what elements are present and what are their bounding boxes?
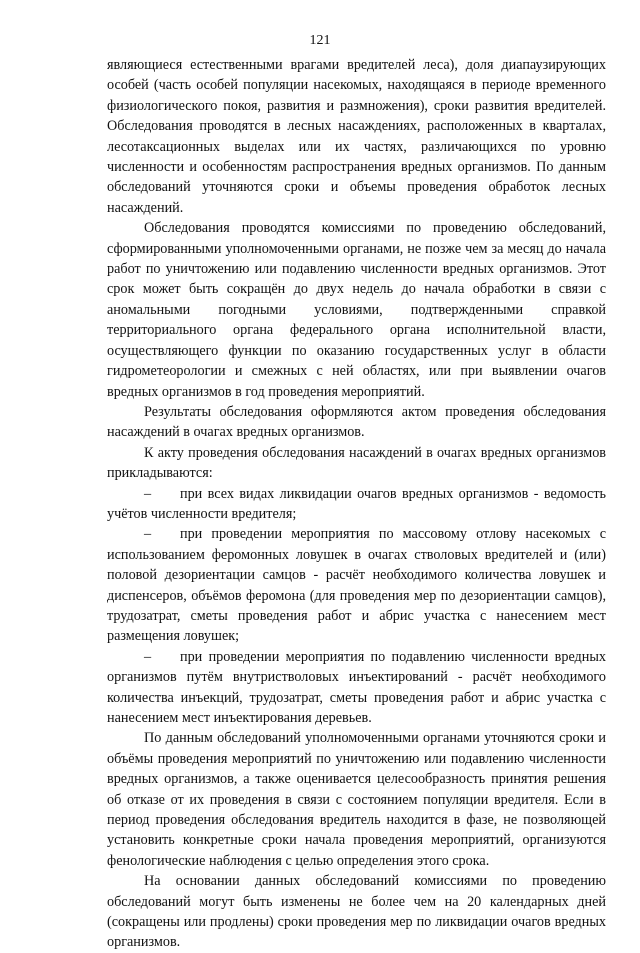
list-item-text: при проведении мероприятия по массовому отлову насекомых с использованием феромонных ловушек в очагах стволовых вредителей и (или) половой дезориентации самцов - расчёт необходимого количества ловушек и диспенсеров, объёмов феромона (для проведения мер по дезориентации самцов), трудозатрат, сметы проведения работ и абрис участка с нанесением мест размещения ловушек; [107,526,606,645]
list-dash: – [144,648,152,665]
list-item [107,647,606,729]
paragraph-changes: На основании данных обследований комиссиями по проведению обследований могут быть изменены не более чем на 20 календарных дней (сокращены или продлены) сроки проведения мер по ликвидации очагов вредных организмов. [107,873,606,951]
paragraph-attachments-intro: К акту проведения обследования насаждений в очагах вредных организмов прикладываются: [107,444,606,482]
list-item [107,524,606,646]
list-item [107,484,606,525]
paragraph-clarification: По данным обследований уполномоченными органами уточняются сроки и объёмы проведения мероприятий по уничтожению или подавлению численности вредных организмов, а также оценивается целесообразность принятия решения об отказе от их проведения в связи с состоянием популяции вредителя. Если в период проведения обследования вредитель находится в фазе, не позволяющей установить конкретные сроки начала проведения мероприятий, организуются фенологические наблюдения с целью определения этого срока. [107,730,606,869]
list-item-text: при проведении мероприятия по подавлению численности вредных организмов путём внутристволовых инъектирований - расчёт необходимого количества инъекций, трудозатрат, сметы проведения работ и абрис участка с нанесением мест инъектирования деревьев. [107,648,606,726]
paragraph-results: Результаты обследования оформляются актом проведения обследования насаждений в очагах вредных организмов. [107,403,606,441]
page-number: 121 [309,33,331,48]
paragraph-continuation: являющиеся естественными врагами вредителей леса), доля диапаузирующих особей (часть особей популяции насекомых, находящаяся в периоде временного физиологического покоя, развития и размножения), сроки развития вредителей. Обследования проводятся в лесных насаждениях, расположенных в кварталах, лесотаксационных выделах или их частях, различающихся по уровню численности и особенностям распространения вредных организмов. По данным обследований уточняются сроки и объемы проведения обработок лесных насаждений. [107,57,606,216]
list-dash: – [144,485,152,502]
list-item-text: при всех видах ликвидации очагов вредных организмов - ведомость учётов численности вредителя; [107,485,606,522]
list-dash: – [144,526,152,543]
paragraph-commissions: Обследования проводятся комиссиями по проведению обследований, сформированными уполномоченными органами, не позже чем за месяц до начала работ по уничтожению или подавлению численности вредных организмов. Этот срок может быть сокращён до двух недель до начала обработки в связи с аномальными погодными условиями, подтвержденными справкой территориального органа федерального органа исполнительной власти, осуществляющего функции по оказанию государственных услуг в области гидрометеорологии и смежных с ней областях, или при выявлении очагов вредных организмов в год проведения мероприятий. [107,220,606,400]
body-text [107,55,606,953]
